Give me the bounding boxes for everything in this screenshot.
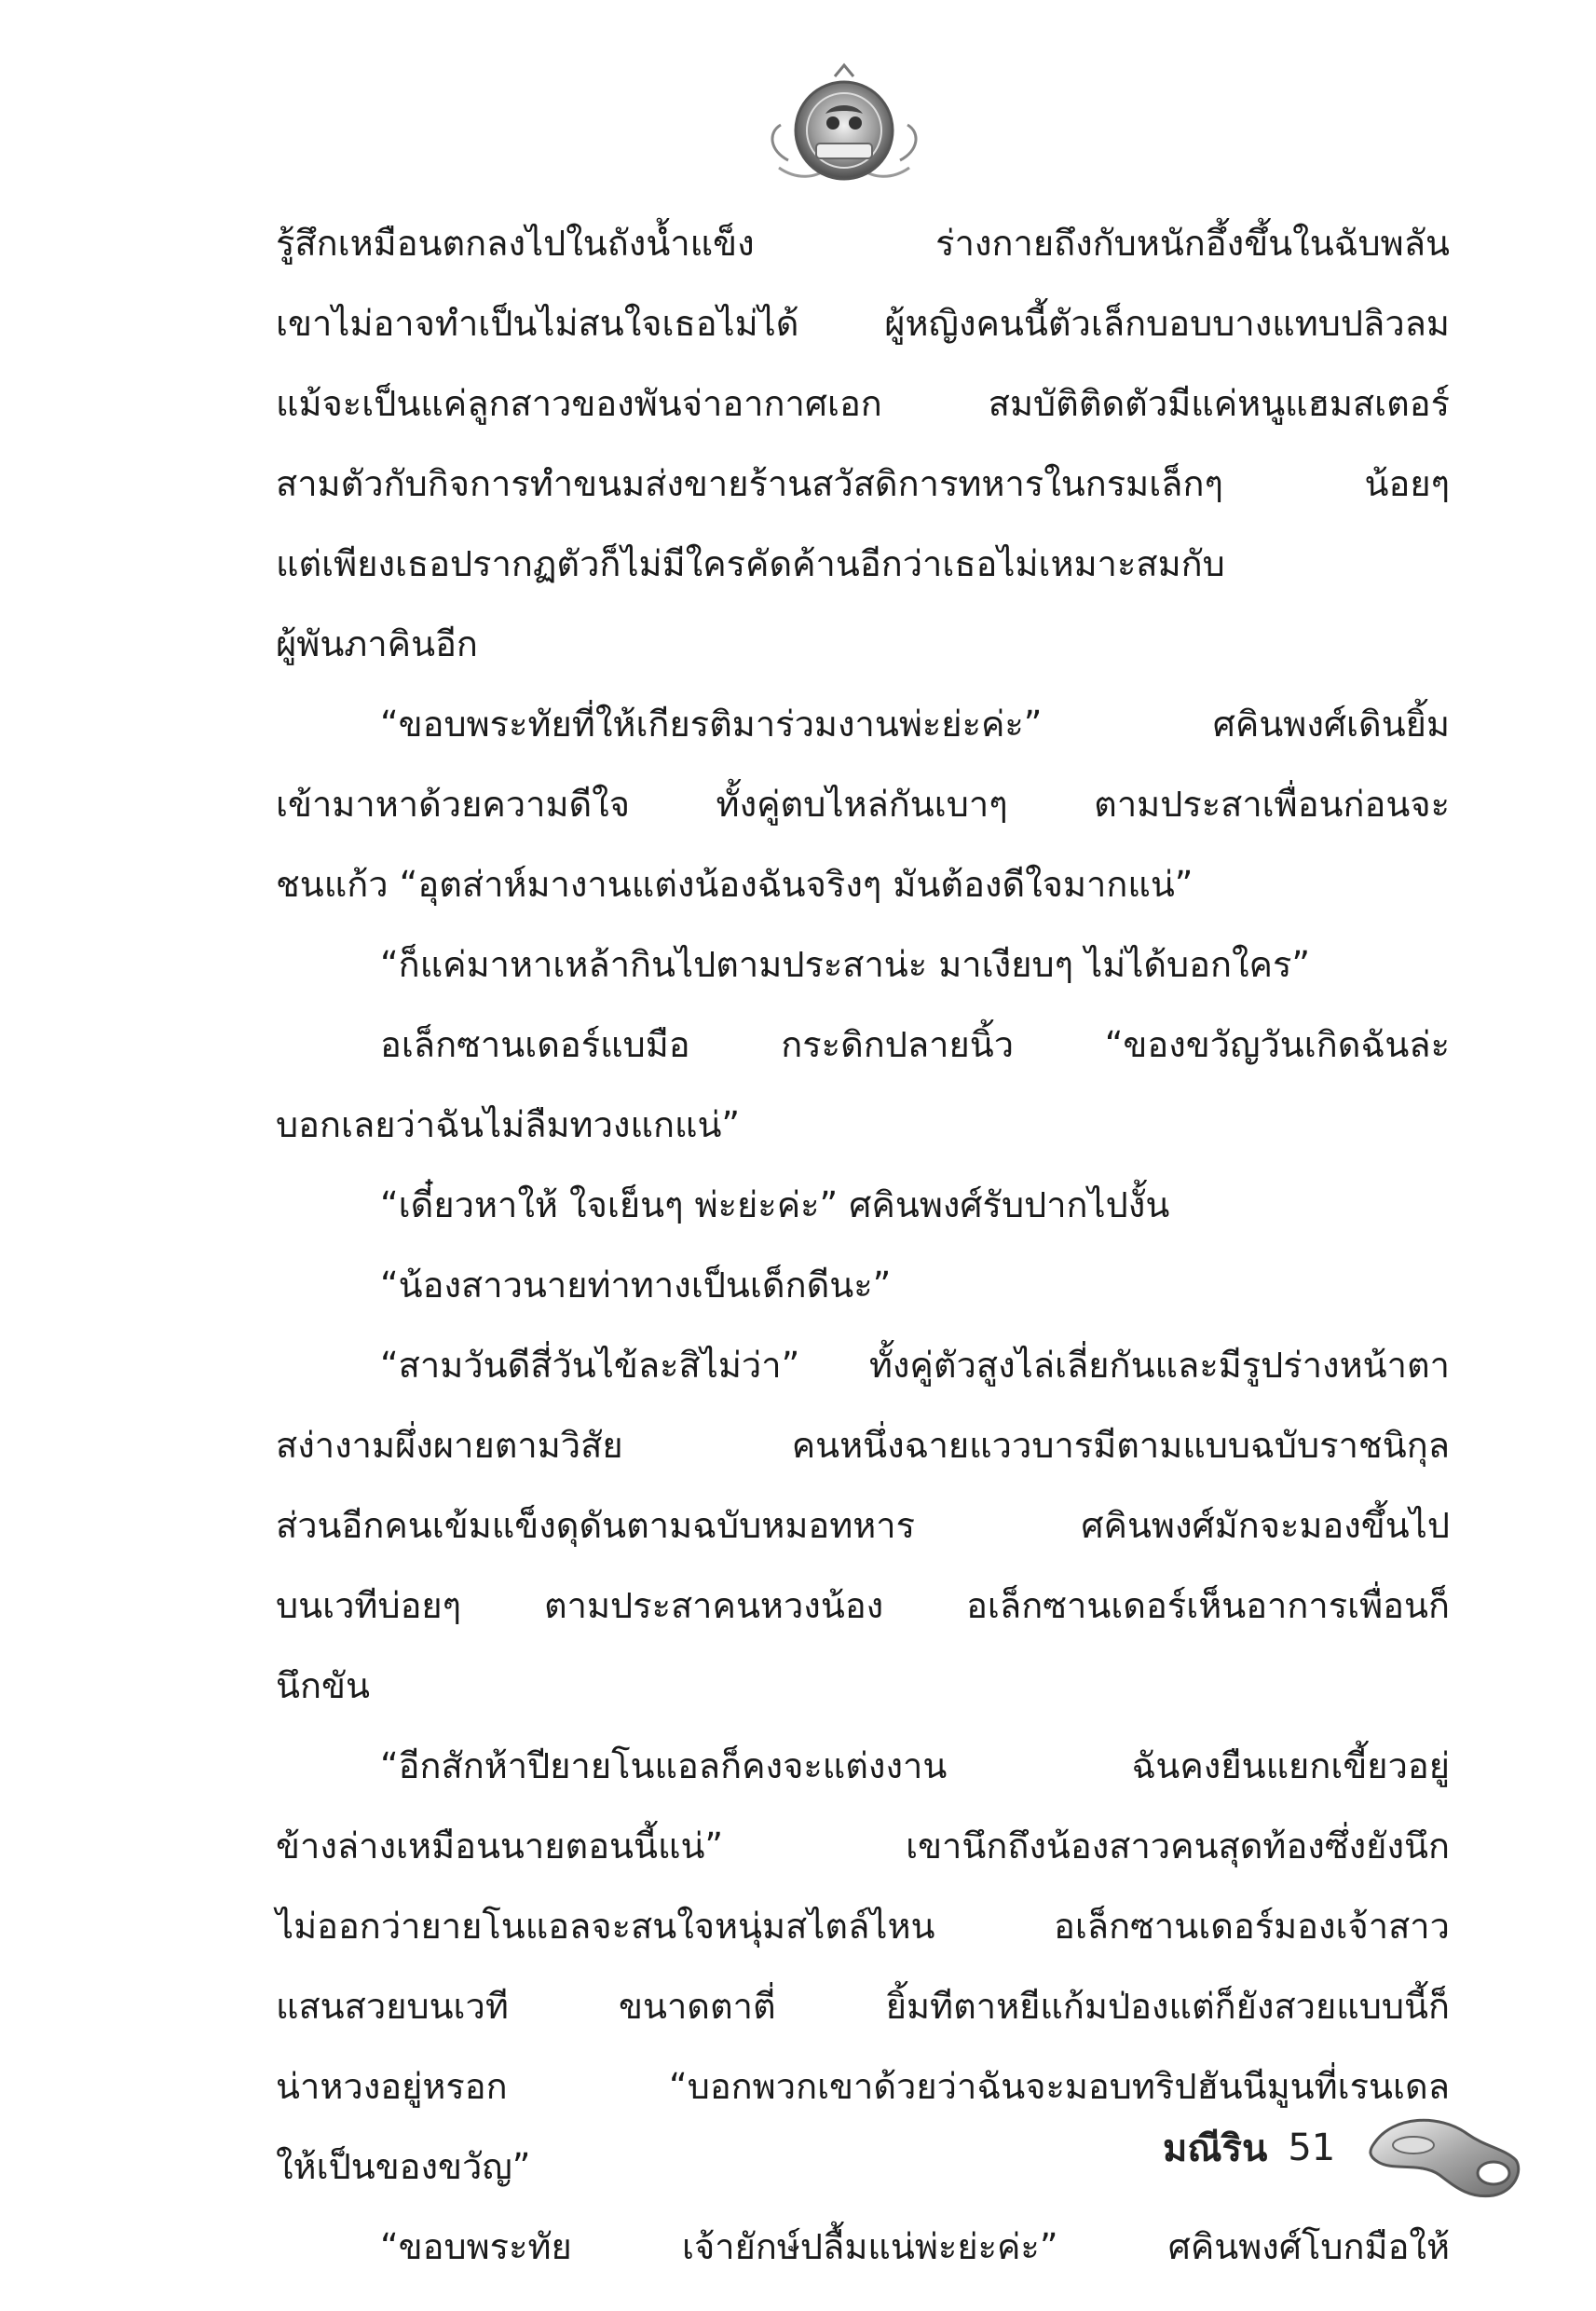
book-title: มณีริน [1163, 2127, 1268, 2170]
can-tab-icon [1365, 2106, 1523, 2208]
text-line: เขาไม่อาจทำเป็นไม่สนใจเธอไม่ได้ ผู้หญิงคนนี้ตัวเล็กบอบบางแทบปลิวลม [276, 303, 1450, 344]
text-line: ชนแก้ว “อุตส่าห์มางานแต่งน้องฉันจริงๆ มันต้องดีใจมากแน่” [276, 864, 1194, 905]
page-number: 51 [1288, 2126, 1336, 2169]
text-line: อเล็กซานเดอร์แบมือ กระดิกปลายนิ้ว “ของขวัญวันเกิดฉันล่ะ [380, 1024, 1450, 1065]
text-line: “น้องสาวนายท่าทางเป็นเด็กดีนะ” [380, 1265, 892, 1306]
text-line: ส่วนอีกคนเข้มแข็งดุดันตามฉบับหมอทหาร ศคินพงศ์มักจะมองขึ้นไป [276, 1505, 1450, 1546]
text-line: ผู้พันภาคินอีก [276, 623, 478, 664]
text-line: รู้สึกเหมือนตกลงไปในถังน้ำแข็ง ร่างกายถึงกับหนักอึ้งขึ้นในฉับพลัน [276, 223, 1450, 264]
text-line: “ขอบพระทัย เจ้ายักษ์ปลื้มแน่พ่ะย่ะค่ะ” ศคินพงศ์โบกมือให้ [380, 2226, 1450, 2267]
text-line: นึกขัน [276, 1665, 370, 1706]
text-line: ให้เป็นของขวัญ” [276, 2146, 531, 2187]
page-footer [1163, 2115, 1523, 2181]
text-line: แต่เพียงเธอปรากฏตัวก็ไม่มีใครคัดค้านอีกว่าเธอไม่เหมาะสมกับ [276, 543, 1225, 584]
text-line: แสนสวยบนเวที ขนาดตาตี่ ยิ้มทีตาหยีแก้มป่องแต่ก็ยังสวยแบบนี้ก็ [276, 1986, 1450, 2027]
text-line: “ขอบพระทัยที่ให้เกียรติมาร่วมงานพ่ะย่ะค่ะ” ศคินพงศ์เดินยิ้ม [380, 704, 1450, 745]
text-line: ข้างล่างเหมือนนายตอนนี้แน่” เขานึกถึงน้องสาวคนสุดท้องซึ่งยังนึก [276, 1826, 1450, 1867]
text-line: น่าหวงอยู่หรอก “บอกพวกเขาด้วยว่าฉันจะมอบทริปฮันนีมูนที่เรนเดล [276, 2066, 1450, 2107]
text-line: บนเวทีบ่อยๆ ตามประสาคนหวงน้อง อเล็กซานเดอร์เห็นอาการเพื่อนก็ [276, 1585, 1450, 1626]
text-line: สง่างามผึ่งผายตามวิสัย คนหนึ่งฉายแววบารมีตามแบบฉบับราชนิกุล [276, 1425, 1450, 1466]
text-line: “อีกสักห้าปียายโนแอลก็คงจะแต่งงาน ฉันคงยืนแยกเขี้ยวอยู่ [380, 1745, 1450, 1786]
text-line: บอกเลยว่าฉันไม่ลืมทวงแกแน่” [276, 1104, 741, 1145]
text-line: สามตัวกับกิจการทำขนมส่งขายร้านสวัสดิการทหารในกรมเล็กๆ น้อยๆ [276, 463, 1450, 504]
text-line: “ก็แค่มาหาเหล้ากินไปตามประสาน่ะ มาเงียบๆ ไม่ได้บอกใคร” [380, 944, 1311, 985]
emblem-icon [760, 58, 928, 198]
text-line: ไม่ออกว่ายายโนแอลจะสนใจหนุ่มสไตล์ไหน อเล็กซานเดอร์มองเจ้าสาว [276, 1906, 1450, 1947]
text-line: “สามวันดีสี่วันไข้ละสิไม่ว่า” ทั้งคู่ตัวสูงไล่เลี่ยกันและมีรูปร่างหน้าตา [380, 1345, 1450, 1386]
body-text [276, 203, 1450, 2287]
text-line: แม้จะเป็นแค่ลูกสาวของพันจ่าอากาศเอก สมบัติติดตัวมีแค่หนูแฮมสเตอร์ [276, 383, 1450, 424]
text-line: เข้ามาหาด้วยความดีใจ ทั้งคู่ตบไหล่กันเบาๆ ตามประสาเพื่อนก่อนจะ [276, 784, 1450, 825]
text-line: “เดี๋ยวหาให้ ใจเย็นๆ พ่ะย่ะค่ะ” ศคินพงศ์รับปากไปงั้น [380, 1184, 1170, 1225]
